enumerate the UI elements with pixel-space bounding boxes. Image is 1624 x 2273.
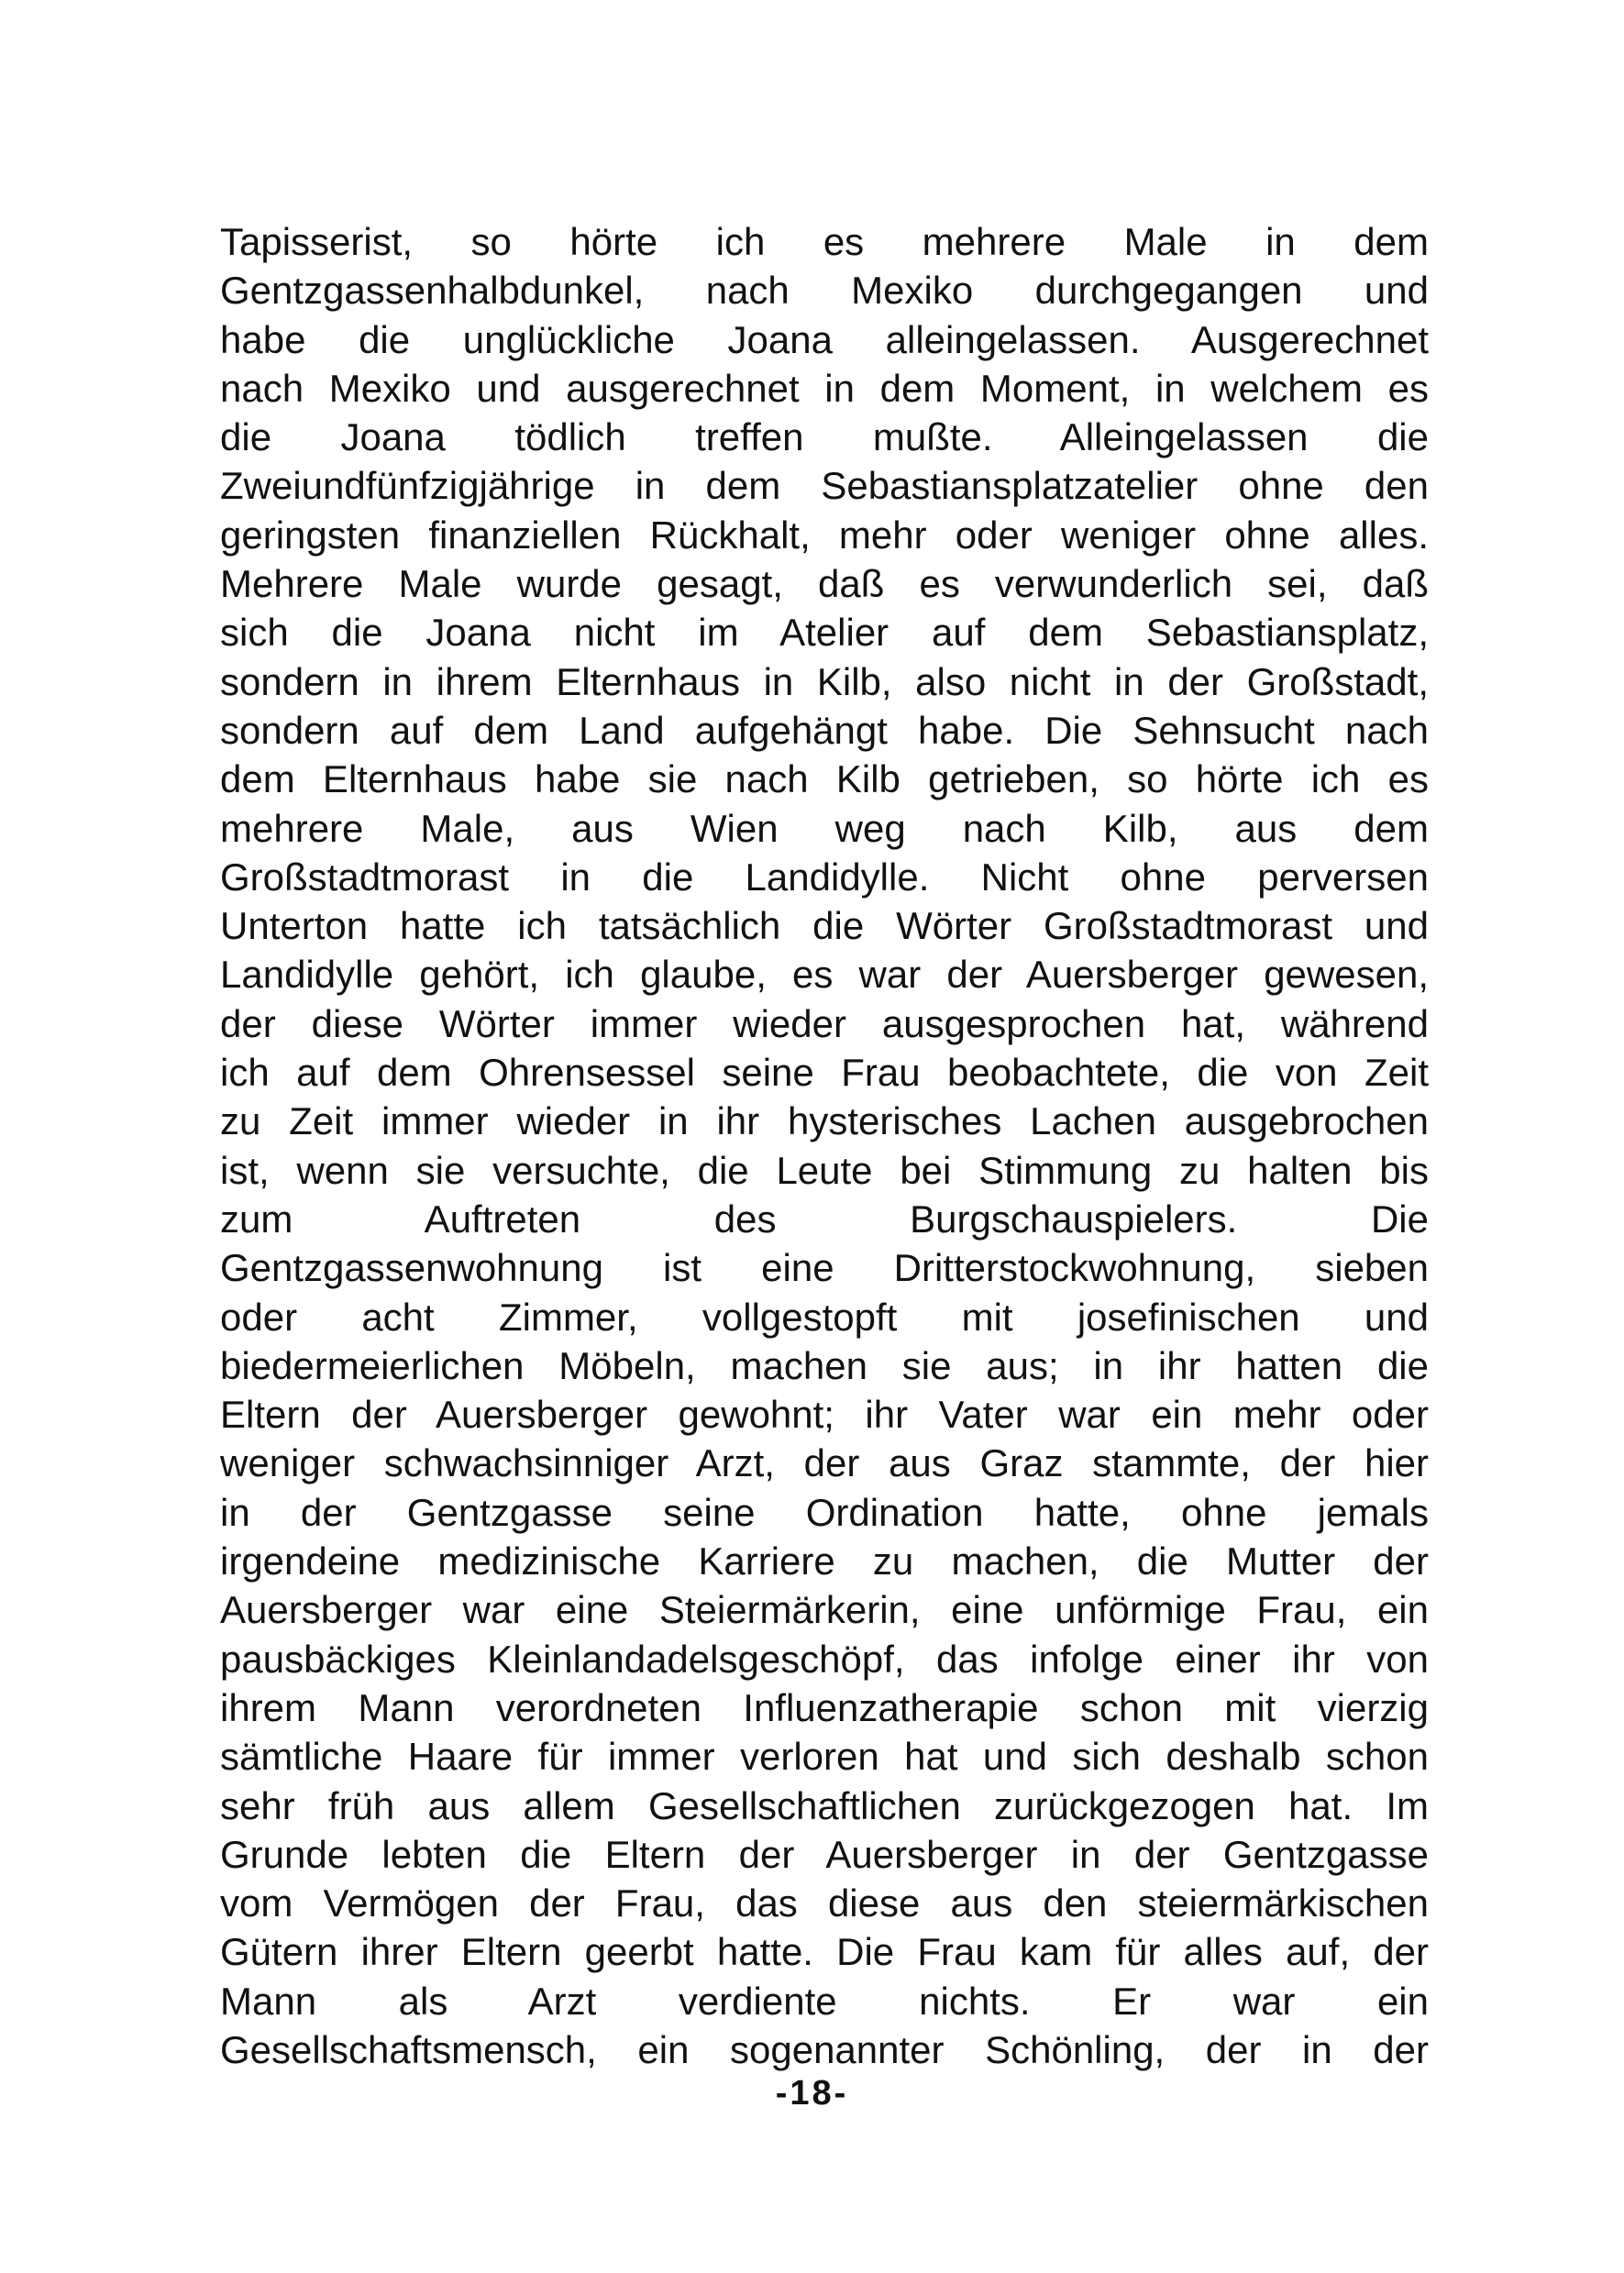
text-line: dem Elternhaus habe sie nach Kilb getrieben, so hörte ich es: [220, 757, 1429, 801]
text-line: Gentzgassenhalbdunkel, nach Mexiko durchgegangen und: [220, 269, 1429, 313]
text-line: Auersberger war eine Steiermärkerin, eine unförmige Frau, ein: [220, 1588, 1429, 1632]
text-line: nach Mexiko und ausgerechnet in dem Moment, in welchem es: [220, 366, 1429, 410]
text-line: Großstadtmorast in die Landidylle. Nicht ohne perversen: [220, 855, 1429, 899]
text-line: Grunde lebten die Eltern der Auersberger in der Gentzgasse: [220, 1832, 1429, 1876]
text-line: der diese Wörter immer wieder ausgesprochen hat, während: [220, 1001, 1429, 1045]
text-line: habe die unglückliche Joana alleingelassen. Ausgerechnet: [220, 317, 1429, 361]
text-line: ich auf dem Ohrensessel seine Frau beobachtete, die von Zeit: [220, 1051, 1429, 1095]
text-line: Tapisserist, so hörte ich es mehrere Male in dem: [220, 220, 1429, 263]
text-line: zu Zeit immer wieder in ihr hysterisches Lachen ausgebrochen: [220, 1099, 1429, 1143]
text-line: Eltern der Auersberger gewohnt; ihr Vater war ein mehr oder: [220, 1393, 1429, 1437]
text-line: sich die Joana nicht im Atelier auf dem Sebastiansplatz,: [220, 611, 1429, 655]
text-line: Mehrere Male wurde gesagt, daß es verwunderlich sei, daß: [220, 562, 1429, 606]
text-line: sondern auf dem Land aufgehängt habe. Die Sehnsucht nach: [220, 708, 1429, 752]
text-line: Mann als Arzt verdiente nichts. Er war ein: [220, 1979, 1429, 2023]
text-line: Unterton hatte ich tatsächlich die Wörter Großstadtmorast und: [220, 904, 1429, 948]
text-line: oder acht Zimmer, vollgestopft mit josefinischen und: [220, 1295, 1429, 1339]
text-line: vom Vermögen der Frau, das diese aus den steiermärkischen: [220, 1881, 1429, 1925]
text-line: biedermeierlichen Möbeln, machen sie aus; in ihr hatten die: [220, 1343, 1429, 1387]
text-line: weniger schwachsinniger Arzt, der aus Graz stammte, der hier: [220, 1441, 1429, 1485]
text-line: Zweiundfünfzigjährige in dem Sebastiansplatzatelier ohne den: [220, 464, 1429, 508]
text-line: Gütern ihrer Eltern geerbt hatte. Die Frau kam für alles auf, der: [220, 1930, 1429, 1974]
text-line: Gesellschaftsmensch, ein sogenannter Schönling, der in der: [220, 2027, 1429, 2071]
body-text: [220, 217, 1429, 2074]
text-line: irgendeine medizinische Karriere zu machen, die Mutter der: [220, 1539, 1429, 1583]
text-line: sehr früh aus allem Gesellschaftlichen zurückgezogen hat. Im: [220, 1783, 1429, 1827]
page-number: -18-: [775, 2074, 849, 2113]
text-line: mehrere Male, aus Wien weg nach Kilb, aus dem: [220, 806, 1429, 850]
text-line: ist, wenn sie versuchte, die Leute bei Stimmung zu halten bis: [220, 1148, 1429, 1192]
text-line: ihrem Mann verordneten Influenzatherapie schon mit vierzig: [220, 1685, 1429, 1729]
text-line: Landidylle gehört, ich glaube, es war der Auersberger gewesen,: [220, 953, 1429, 997]
text-line: sondern in ihrem Elternhaus in Kilb, also nicht in der Großstadt,: [220, 659, 1429, 703]
text-line: pausbäckiges Kleinlandadelsgeschöpf, das infolge einer ihr von: [220, 1637, 1429, 1681]
text-line: sämtliche Haare für immer verloren hat und sich deshalb schon: [220, 1735, 1429, 1779]
text-line: die Joana tödlich treffen mußte. Alleingelassen die: [220, 415, 1429, 459]
text-line: geringsten finanziellen Rückhalt, mehr oder weniger ohne alles.: [220, 513, 1429, 557]
text-line: zum Auftreten des Burgschauspielers. Die: [220, 1197, 1429, 1241]
text-line: Gentzgassenwohnung ist eine Dritterstockwohnung, sieben: [220, 1246, 1429, 1290]
text-line: in der Gentzgasse seine Ordination hatte, ohne jemals: [220, 1490, 1429, 1534]
